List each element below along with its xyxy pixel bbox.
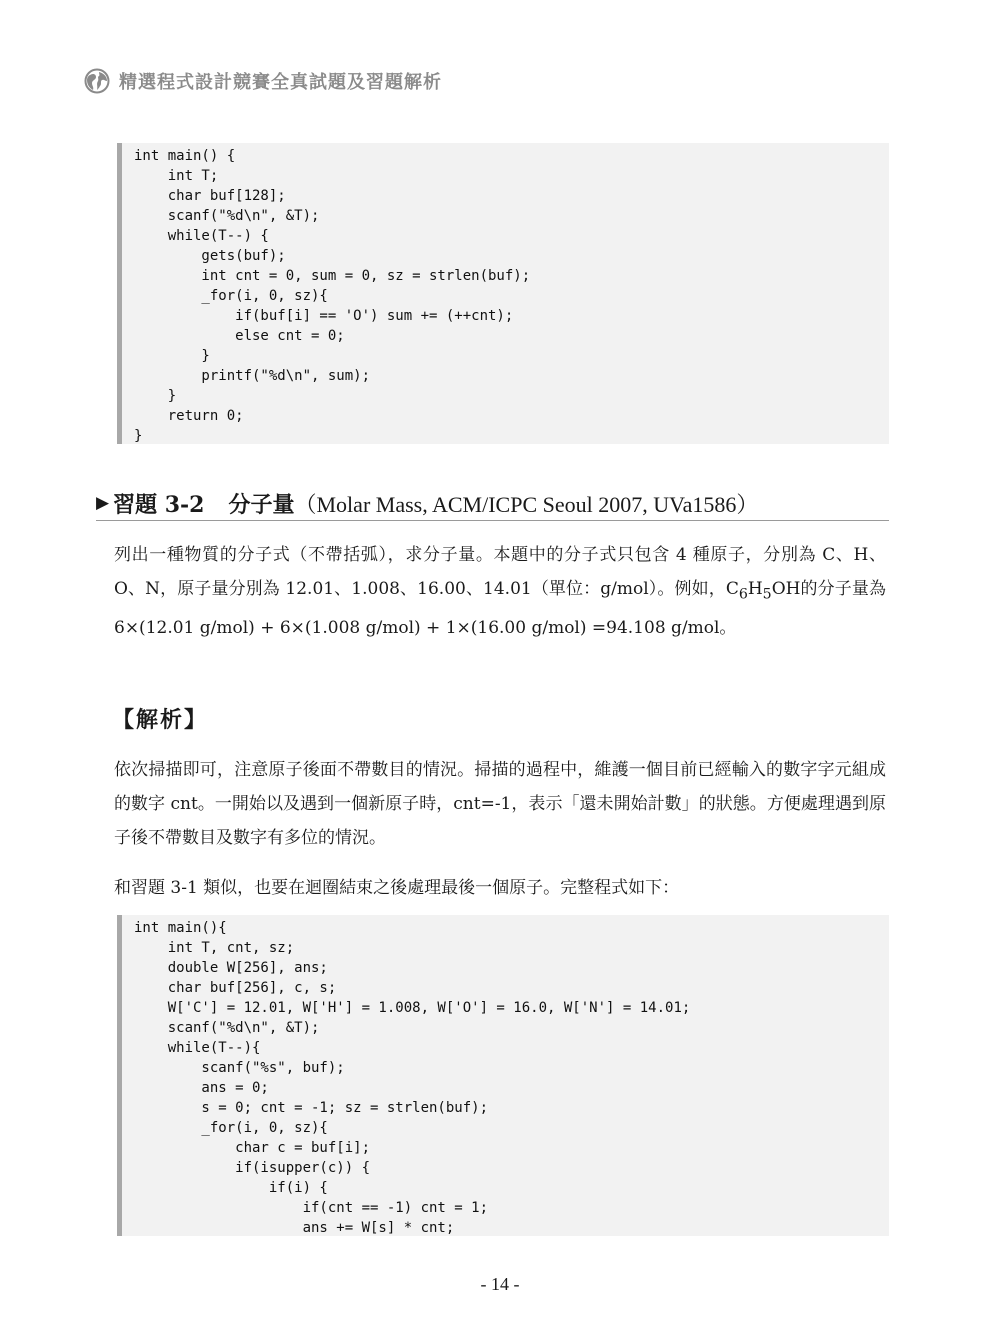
problem-text-after: 的分子量為 6×(12.01 g/mol) + 6×(1.008 g/mol) + 1×(16.00 g/mol) =94.108 g/mol。 xyxy=(114,579,886,639)
problem-description xyxy=(114,538,886,645)
analysis-paragraph-2: 和習題 3-1 類似，也要在迴圈結束之後處理最後一個原子。完整程式如下： xyxy=(114,878,680,898)
running-header xyxy=(84,66,442,96)
book-title: 精選程式設計競賽全真試題及習題解析 xyxy=(119,72,442,93)
formula-oh: OH xyxy=(771,579,801,599)
analysis-heading: 【解析】 xyxy=(112,707,209,733)
chemical-formula xyxy=(725,579,801,603)
exercise-source: （Molar Mass, ACM/ICPC Seoul 2007, UVa1586） xyxy=(294,491,759,517)
page-number: - 14 - xyxy=(480,1274,520,1294)
triangle-marker-icon: ▶ xyxy=(96,493,110,513)
formula-sub-5: 5 xyxy=(762,586,772,603)
code-listing-1: int main() { int T; char buf[128]; scanf("%d\n", &T); while(T--) { gets(buf); int cnt = 0, sum = 0, sz = strlen(buf); _for(i, 0, sz){ if(buf[i] == 'O') sum += (++cnt); else cnt = 0; } printf("%d\n", sum); } return 0; } xyxy=(134,148,531,444)
analysis-paragraph-1: 依次掃描即可，注意原子後面不帶數目的情況。掃描的過程中，維護一個目前已經輸入的數字字元組成的數字 cnt。一開始以及遇到一個新原子時，cnt=-1，表示「還未開始計數」的狀態。方便處理遇到原子後不帶數目及數字有多位的情況。 xyxy=(114,760,886,848)
code-listing-2: int main(){ int T, cnt, sz; double W[256], ans; char buf[256], c, s; W['C'] = 12.01, W['H'] = 1.008, W['O'] = 16.0, W['N'] = 14.01; scanf("%d\n", &T); while(T--){ scanf("%s", buf); ans = 0; s = 0; cnt = -1; sz = strlen(buf); _for(i, 0, sz){ char c = buf[i]; if(isupper(c)) { if(i) { if(cnt == -1) cnt = 1; ans += W[s] * cnt; xyxy=(134,920,691,1236)
formula-h: H xyxy=(747,579,763,599)
formula-sub-6: 6 xyxy=(738,586,748,603)
formula-c: C xyxy=(725,579,739,599)
globe-icon xyxy=(84,68,110,94)
exercise-name: 分子量 xyxy=(228,491,295,518)
code-block-1 xyxy=(117,143,889,444)
exercise-number: 習題 3-2 xyxy=(113,491,205,518)
exercise-heading xyxy=(96,486,889,521)
code-block-2 xyxy=(117,915,889,1236)
problem-text-before: 列出一種物質的分子式（不帶括弧），求分子量。本題中的分子式只包含 4 種原子，分別為 C、H、O、N，原子量分別為 12.01、1.008、16.00、14.01（單位：g/mol）。例如， xyxy=(114,545,886,599)
